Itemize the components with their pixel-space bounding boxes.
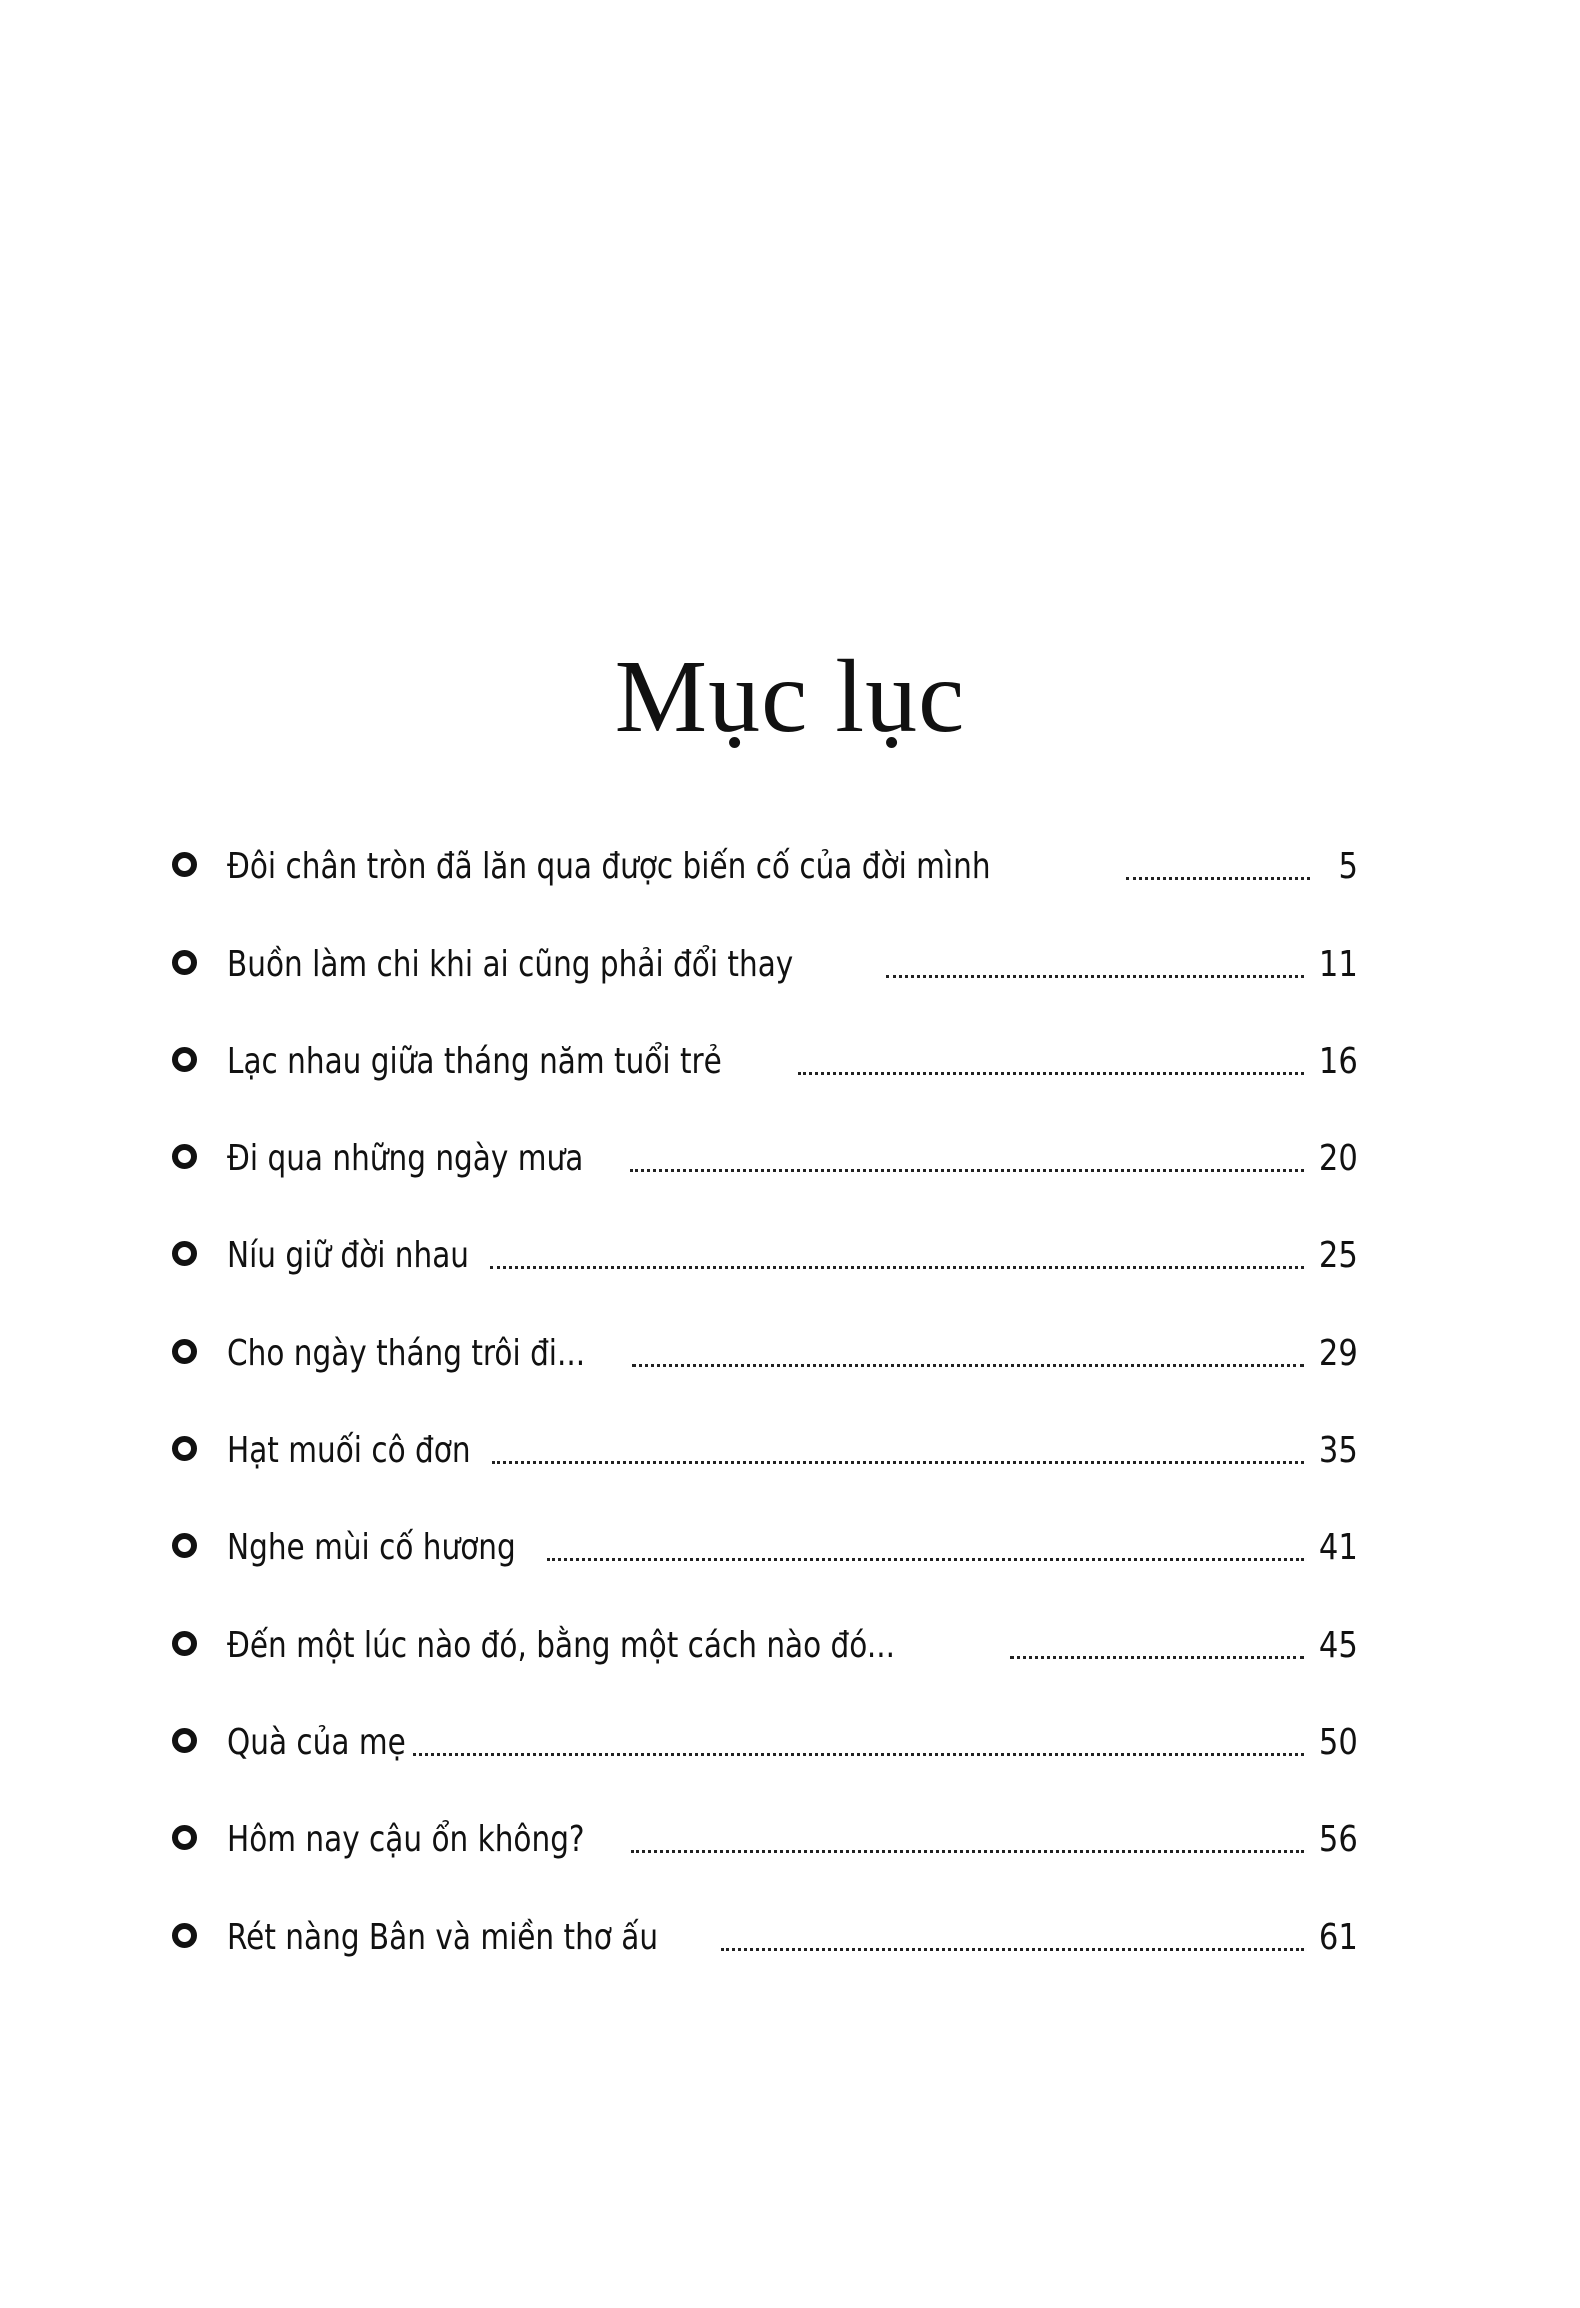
toc-entry-page: 56 bbox=[1319, 1819, 1358, 1861]
toc-entry-page: 25 bbox=[1319, 1235, 1358, 1277]
toc-entry-title: Hạt muối cô đơn bbox=[227, 1430, 471, 1472]
circle-bullet-icon bbox=[172, 1241, 197, 1266]
circle-bullet-icon bbox=[172, 1339, 197, 1364]
dot-leader bbox=[631, 1850, 1304, 1853]
circle-bullet-icon bbox=[172, 1436, 197, 1461]
circle-bullet-icon bbox=[172, 852, 197, 877]
toc-entry-page: 16 bbox=[1319, 1040, 1358, 1082]
table-of-contents bbox=[172, 810, 1358, 1978]
toc-entry bbox=[172, 1491, 1358, 1588]
toc-entry-page: 35 bbox=[1319, 1430, 1358, 1472]
toc-entry bbox=[172, 1783, 1358, 1880]
dot-leader bbox=[630, 1169, 1305, 1172]
toc-entry bbox=[172, 1005, 1358, 1102]
dot-leader bbox=[490, 1266, 1304, 1269]
circle-bullet-icon bbox=[172, 1923, 197, 1948]
circle-bullet-icon bbox=[172, 950, 197, 975]
circle-bullet-icon bbox=[172, 1728, 197, 1753]
toc-entry-page: 61 bbox=[1319, 1916, 1358, 1958]
toc-entry-title: Rét nàng Bân và miền thơ ấu bbox=[227, 1916, 659, 1958]
circle-bullet-icon bbox=[172, 1533, 197, 1558]
circle-bullet-icon bbox=[172, 1047, 197, 1072]
dot-leader bbox=[798, 1072, 1304, 1075]
toc-entry-page: 29 bbox=[1319, 1332, 1358, 1374]
circle-bullet-icon bbox=[172, 1144, 197, 1169]
toc-entry-page: 41 bbox=[1319, 1527, 1358, 1569]
dot-leader bbox=[547, 1558, 1304, 1561]
toc-entry bbox=[172, 810, 1358, 907]
toc-entry-title: Buồn làm chi khi ai cũng phải đổi thay bbox=[227, 943, 794, 985]
toc-entry-page: 11 bbox=[1319, 943, 1358, 985]
toc-entry-title: Đi qua những ngày mưa bbox=[227, 1138, 584, 1180]
toc-entry-title: Đôi chân tròn đã lăn qua được biến cố của đời mình bbox=[227, 846, 991, 888]
toc-entry-page: 50 bbox=[1319, 1721, 1358, 1763]
toc-entry-title: Cho ngày tháng trôi đi... bbox=[227, 1332, 586, 1374]
toc-entry bbox=[172, 1588, 1358, 1685]
toc-entry-page: 45 bbox=[1319, 1624, 1358, 1666]
dot-leader bbox=[1126, 877, 1310, 880]
dot-leader bbox=[1010, 1656, 1305, 1659]
toc-entry-title: Đến một lúc nào đó, bằng một cách nào đó... bbox=[227, 1624, 895, 1666]
toc-entry-page: 5 bbox=[1338, 846, 1358, 888]
toc-entry-page: 20 bbox=[1319, 1138, 1358, 1180]
toc-entry-title: Quà của mẹ bbox=[227, 1721, 406, 1763]
toc-entry bbox=[172, 1296, 1358, 1393]
dot-leader bbox=[632, 1364, 1304, 1367]
toc-entry-title: Hôm nay cậu ổn không? bbox=[227, 1819, 585, 1861]
dot-leader bbox=[721, 1948, 1305, 1951]
toc-entry bbox=[172, 1394, 1358, 1491]
dot-leader bbox=[413, 1753, 1304, 1756]
toc-entry-title: Níu giữ đời nhau bbox=[227, 1235, 470, 1277]
page-title: Mục lục bbox=[614, 638, 966, 754]
circle-bullet-icon bbox=[172, 1825, 197, 1850]
toc-entry bbox=[172, 1880, 1358, 1977]
toc-entry bbox=[172, 1102, 1358, 1199]
dot-leader bbox=[886, 975, 1305, 978]
dot-leader bbox=[492, 1461, 1304, 1464]
toc-entry bbox=[172, 1686, 1358, 1783]
toc-entry-title: Lạc nhau giữa tháng năm tuổi trẻ bbox=[227, 1040, 722, 1082]
toc-entry-title: Nghe mùi cố hương bbox=[227, 1527, 516, 1569]
toc-entry bbox=[172, 907, 1358, 1004]
toc-entry bbox=[172, 1199, 1358, 1296]
circle-bullet-icon bbox=[172, 1631, 197, 1656]
